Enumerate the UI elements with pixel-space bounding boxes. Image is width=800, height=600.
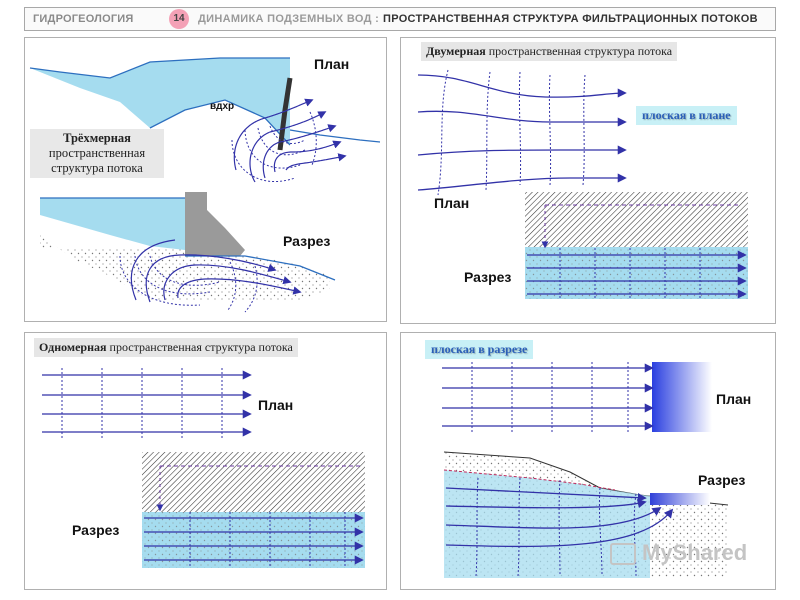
panel-2d-title-bold: Двумерная [426,44,486,58]
plan-label-1d: План [258,397,294,413]
panel-1d-title-rest: пространственная структура потока [106,340,293,354]
section-label-section-plane: Разрез [698,472,746,488]
plan-flat-pill: плоская в плане [636,106,737,125]
watermark-icon [610,543,636,565]
plan-section-plane-view [442,362,712,432]
plan-1d-view [42,368,250,440]
caption-bold: Трёхмерная [63,131,131,145]
caption-line-3: структура потока [51,161,143,175]
slide-subtitle: ПРОСТРАНСТВЕННАЯ СТРУКТУРА ФИЛЬТРАЦИОННЫХ ПОТОКОВ [383,13,758,25]
panel-1d-title-bold: Одномерная [39,340,107,354]
three-dimensional-caption [30,129,164,178]
section-label-3d: Разрез [283,233,331,249]
section-flat-pill: плоская в разрезе [425,340,533,359]
panel-1d-title [34,338,298,357]
section-label-1d: Разрез [72,522,120,538]
section-2d-view [525,192,748,299]
plan-2d-view [418,70,625,195]
section-3d-view [40,192,335,312]
section-1d-view [142,452,365,568]
plan-label-2d: План [434,195,470,211]
section-title: ГИДРОГЕОЛОГИЯ [33,13,134,25]
page-number-badge: 14 [169,9,189,29]
plan-label-3d: План [314,56,350,72]
topic-title: ДИНАМИКА ПОДЗЕМНЫХ ВОД : [198,13,380,25]
panel-2d-title [421,42,677,61]
reservoir-label: вдхр [210,101,235,112]
watermark-text: MyShared [642,540,748,565]
panel-2d-title-rest: пространственная структура потока [485,44,673,58]
caption-line-2: пространственная [48,146,146,160]
section-label-2d: Разрез [464,269,512,285]
plan-label-section-plane: План [716,391,752,407]
